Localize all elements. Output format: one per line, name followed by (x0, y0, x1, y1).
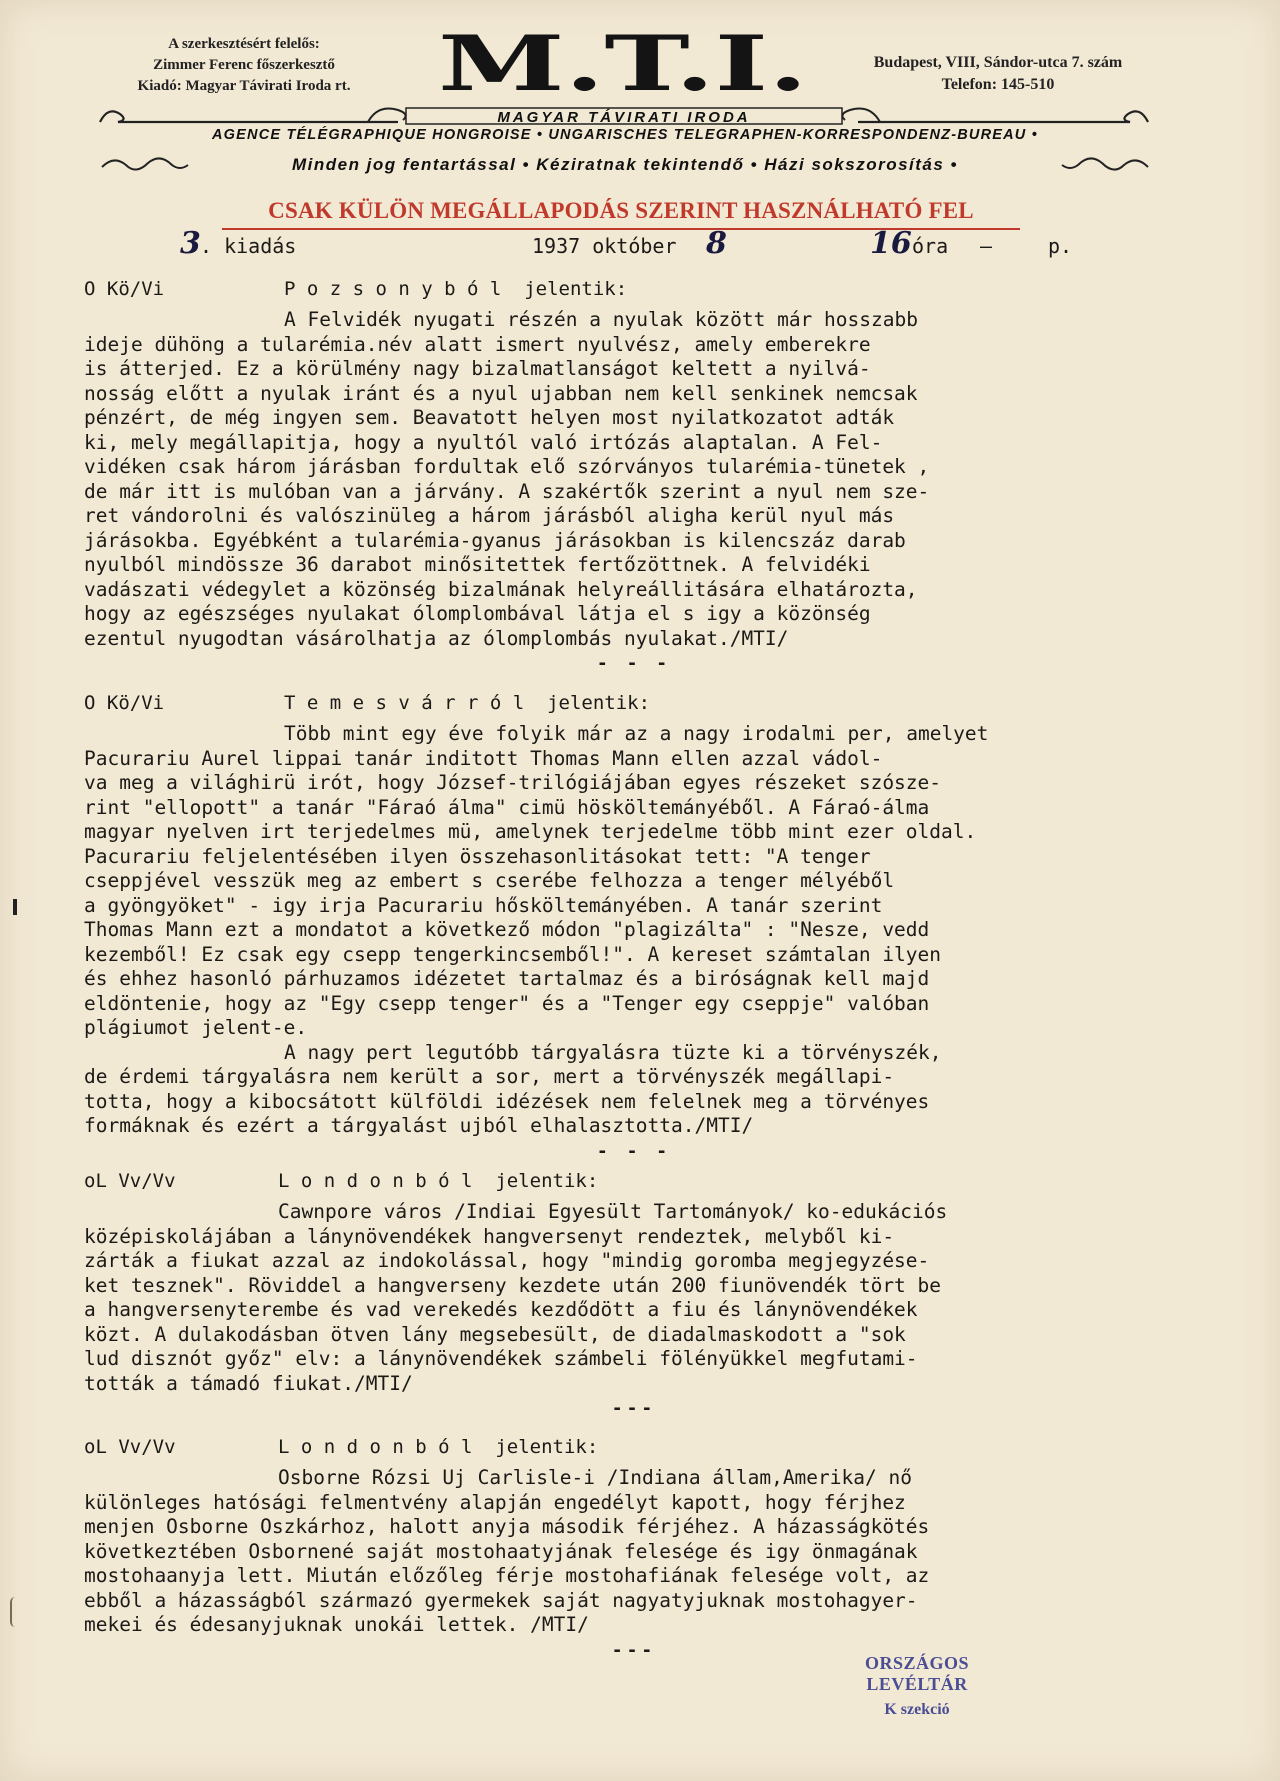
article-dateline: L o n d o n b ó l jelentik: (278, 1170, 599, 1192)
article-dateline: P o z s o n y b ó l jelentik: (284, 278, 628, 300)
text-line: a hangversenyterembe és vad verekedés kezdődött a fiu és lánynövendékek (84, 1298, 918, 1321)
edition-hour: 16 (870, 226, 912, 261)
text-line: és ehhez hasonló párhuzamos idézetet tartalmaz és a biróságnak kell majd (84, 967, 930, 990)
header-phone: Telefon: 145-510 (941, 76, 1055, 93)
article-dateline: T e m e s v á r r ó l jelentik: (284, 692, 651, 714)
mti-logo-graphic (428, 28, 818, 98)
text-line: nosság előtt a nyulak iránt és a nyul ujabban nem kell senkinek nemcsak (84, 381, 918, 405)
article-dateline: L o n d o n b ó l jelentik: (278, 1436, 599, 1458)
article-body (84, 1466, 1184, 1638)
article-separator: --- (611, 1639, 657, 1661)
text-line: ki, mely megállapitja, hogy a nyultól való irtózás alaptalan. A Fel- (84, 430, 883, 454)
agency-languages: AGENCE TÉLÉGRAPHIQUE HONGROISE • UNGARISCHES TELEGRAPHEN-KORRESPONDENZ-BUREAU • (212, 127, 1038, 143)
text-line: va meg a világhirü irót, hogy József-trilógiájában egyes részeket szósze- (84, 771, 942, 794)
article-code: oL Vv/Vv (84, 1436, 176, 1458)
margin-mark (10, 1597, 15, 1627)
margin-mark (13, 899, 17, 915)
edition-p-label: p. (1048, 234, 1073, 258)
article-body (84, 1200, 1184, 1396)
text-line: zárták a fiukat azzal az indokolással, hogy "mindig goromba megjegyzése- (84, 1249, 930, 1272)
edition-day: 8 (706, 226, 727, 261)
article-separator: --- (611, 1398, 657, 1419)
rights-notice: Minden jog fentartással • Kéziratnak tekintendő • Házi sokszorosítás • (291, 155, 959, 174)
edition-dash: — (980, 234, 993, 258)
text-line: hogy az egészséges nyulakat ólomplombával látja el s igy a közönség (84, 602, 871, 625)
edition-number: 3 (180, 226, 201, 261)
mti-logo (428, 28, 818, 98)
text-line: nyulból mindössze 36 darabot minősitettek fertőzöttnek. A felvidéki (84, 553, 871, 576)
text-line: eldöntenie, hogy az "Egy csepp tenger" és a "Tenger egy cseppje" valóban (84, 991, 930, 1015)
usage-restriction: CSAK KÜLÖN MEGÁLLAPODÁS SZERINT HASZNÁLHATÓ FEL (268, 198, 974, 223)
header-left-line: A szerkesztésért felelős: (168, 36, 320, 52)
article-separator: - - - (596, 1140, 672, 1162)
text-line: menjen Osborne Oszkárhoz, halott anyja második férjéhez. A házasságkötés (84, 1515, 930, 1538)
text-line: vadászati védegylet a közönség bizalmának helyreállitására elhatározta, (84, 577, 918, 601)
stamp-section: K szekció (884, 1701, 950, 1718)
text-line: ezentul nyugodtan vásárolhatja az ólomplombás nyulakat./MTI/ (84, 626, 789, 650)
agency-name: MAGYAR TÁVIRATI IRODA (497, 109, 751, 126)
edition-line (180, 226, 1080, 264)
edition-label: . kiadás (200, 234, 297, 258)
logo-lettering: M.T.I. (438, 28, 808, 98)
text-line: járásokba. Egyébként a tularémia-gyanus járásokban is kilencszáz darab (84, 528, 906, 552)
text-line: A nagy pert legutóbb tárgyalásra tüzte ki a törvényszék, (284, 1040, 942, 1064)
edition-hour-label: óra (912, 234, 949, 258)
header-address-block (838, 52, 1158, 96)
text-line: Több mint egy éve folyik már az a nagy irodalmi per, amelyet (284, 722, 989, 745)
text-line: mostohaanyja lett. Miután előzőleg férje mostohafiának felesége volt, az (84, 1564, 930, 1587)
stamp-archive-name: ORSZÁGOS LEVÉLTÁR (864, 1653, 970, 1694)
archive-stamp (812, 1653, 1022, 1719)
news-article (84, 692, 1184, 1162)
text-line: kezemből! Ez csak egy csepp tengerkincsemből!". A kereset számtalan ilyen (84, 942, 942, 966)
text-line: Osborne Rózsi Uj Carlisle-i /Indiana állam,Amerika/ nő (278, 1466, 912, 1489)
text-line: rint "ellopott" a tanár "Fáraó álma" cimü hösköltemányéből. A Fáraó-álma (84, 795, 930, 819)
text-line: mekei és édesanyjuknak unokái lettek. /MTI/ (84, 1613, 589, 1636)
text-line: következtében Osbornené saját mostohaatyjának felesége és igy önmagának (84, 1539, 918, 1563)
edition-date: 1937 október (532, 234, 677, 258)
text-line: plágiumot jelent-e. (84, 1016, 308, 1039)
text-line: de érdemi tárgyalásra nem került a sor, mert a törvényszék megállapi- (84, 1065, 895, 1088)
news-article (84, 1436, 1184, 1661)
article-code: oL Vv/Vv (84, 1170, 176, 1192)
article-code: O Kö/Vi (84, 692, 165, 714)
text-line: cseppjével vesszük meg az embert s cserébe felhozza a tenger mélyéből (84, 869, 895, 892)
text-line: Thomas Mann ezt a mondatot a következő módon "plagizálta" : "Nesze, vedd (84, 918, 930, 941)
text-line: Cawnpore város /Indiai Egyesült Tartományok/ ko-edukációs (278, 1200, 948, 1223)
text-line: pénzért, de még ingyen sem. Beavatott helyen most nyilatkozatot adták (84, 406, 895, 429)
header-address: Budapest, VIII, Sándor-utca 7. szám (873, 54, 1123, 71)
header-left-line: Kiadó: Magyar Távirati Iroda rt. (137, 78, 351, 94)
header-left-line: Zimmer Ferenc főszerkesztő (153, 57, 335, 73)
text-line: közt. A dulakodásban ötven lány megsebesült, de diadalmaskodott a "sok (84, 1322, 906, 1346)
text-line: Pacurariu feljelentésében ilyen összehasonlitásokat tett: "A tenger (84, 844, 871, 868)
article-separator: - - - (596, 653, 672, 674)
text-line: Pacurariu Aurel lippai tanár inditott Thomas Mann ellen azzal vádol- (84, 746, 883, 770)
article-body (84, 308, 1184, 651)
article-code: O Kö/Vi (84, 278, 165, 300)
text-line: de már itt is mulóban van a járvány. A szakértők szerint a nyul nem sze- (84, 479, 930, 503)
text-line: ret vándorolni és valószinüleg a három járásból aligha kerül nyul más (84, 504, 895, 527)
text-line: vidéken csak három járásban fordultak elő szórványos tularémia-tünetek , (84, 455, 930, 478)
rights-notice-row (100, 153, 1150, 179)
news-article (84, 278, 1184, 674)
text-line: A Felvidék nyugati részén a nyulak között már hosszabb (284, 308, 918, 331)
text-line: ideje dühöng a tularémia.név alatt ismert nyulvész, amely emberekre (84, 332, 871, 356)
article-body (84, 722, 1184, 1139)
text-line: ebből a házasságból származó gyermekek saját nagyatyjuknak mostohagyer- (84, 1588, 918, 1612)
text-line: középiskolájában a lánynövendékek hangversenyt rendeztek, melyből ki- (84, 1224, 895, 1248)
text-line: totta, hogy a kibocsátott külföldi idézések nem felelnek meg a törvényes (84, 1089, 930, 1113)
text-line: formáknak és ezért a tárgyalást ujból elhalasztotta./MTI/ (84, 1114, 754, 1137)
news-article (84, 1170, 1184, 1419)
header-responsible-block (84, 34, 404, 97)
text-line: ket tesznek". Röviddel a hangverseny kezdete után 200 fiunövendék tört be (84, 1273, 942, 1297)
text-line: tották a támadó fiukat./MTI/ (84, 1371, 413, 1395)
text-line: különleges hatósági felmentvény alapján engedélyt kapott, hogy férjhez (84, 1490, 906, 1514)
text-line: a gyöngyöket" - igy irja Pacurariu hősköltemányében. A tanár szerint (84, 893, 883, 917)
text-line: is átterjed. Ez a körülmény nagy bizalmatlanságot keltett a nyilvá- (84, 357, 871, 380)
text-line: lud disznót győz" elv: a lánynövendékek számbeli fölényükkel megfutami- (84, 1347, 918, 1370)
text-line: magyar nyelven irt terjedelmes mü, amelynek terjedelme több mint ezer oldal. (84, 820, 977, 843)
